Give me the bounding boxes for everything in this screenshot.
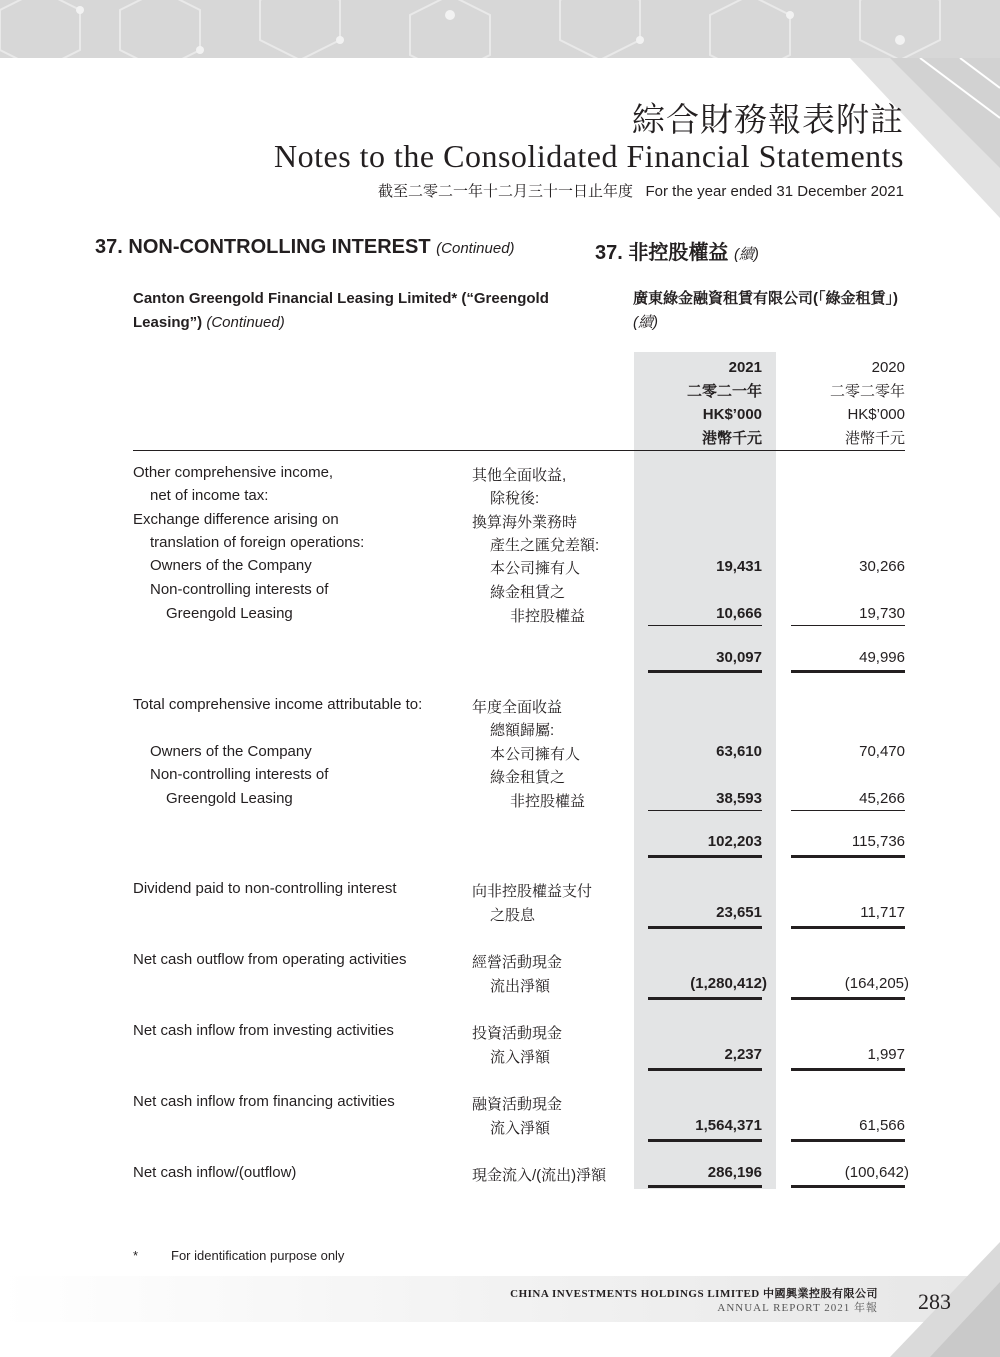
row-label-en: Net cash inflow from investing activities: [133, 1022, 394, 1039]
footer-company-name: CHINA INVESTMENTS HOLDINGS LIMITED 中國興業控股有限公司: [510, 1288, 878, 1300]
value-2021: 10,666: [716, 605, 762, 622]
subsection-heading-zh: [633, 287, 903, 335]
subtotal-2021: 102,203: [707, 833, 762, 850]
double-rule-2021: [648, 670, 762, 673]
value-2021: (1,280,412): [690, 975, 767, 992]
footnote-marker: *: [133, 1248, 139, 1263]
value-2020: 1,997: [867, 1046, 905, 1063]
double-rule-2020: [791, 997, 905, 1000]
double-rule-2020: [791, 1139, 905, 1142]
single-rule-2021: [648, 625, 762, 626]
row-label-en: Owners of the Company: [150, 557, 312, 574]
subtotal-2021: 30,097: [716, 649, 762, 666]
value-2021: 286,196: [707, 1164, 762, 1181]
row-label-zh: 其他全面收益,: [472, 467, 567, 484]
period-subtitle: [378, 180, 904, 201]
page-title-en: Notes to the Consolidated Financial Statements: [273, 138, 904, 174]
value-2021: 1,564,371: [695, 1117, 762, 1134]
page-title-zh: 綜合財務報表附註: [632, 100, 904, 139]
value-2020: 45,266: [859, 790, 905, 807]
row-label-zh: 換算海外業務時: [472, 514, 578, 531]
footer-report-label: ANNUAL REPORT 2021 年報: [717, 1302, 878, 1314]
column-2020-year: 2020: [871, 359, 905, 376]
single-rule-2021: [648, 810, 762, 811]
row-label-en: Greengold Leasing: [166, 790, 293, 807]
row-label-en: Total comprehensive income attributable to:: [133, 696, 423, 713]
top-decorative-banner: [0, 0, 1000, 58]
row-label-en: Owners of the Company: [150, 743, 312, 760]
value-2020: 11,717: [860, 904, 905, 921]
row-label-zh: 之股息: [490, 907, 536, 924]
current-year-column-shade: [634, 352, 776, 1189]
row-label-en: Other comprehensive income,: [133, 464, 334, 481]
row-label-en: net of income tax:: [150, 487, 269, 504]
value-2021: 2,237: [724, 1046, 762, 1063]
subsection-heading-en: [133, 287, 603, 335]
column-2021-unit: HK$’000: [702, 406, 762, 423]
row-label-en: Non-controlling interests of: [150, 581, 329, 598]
section-title-en: NON-CONTROLLING INTEREST: [128, 236, 431, 258]
row-label-en: Dividend paid to non-controlling interest: [133, 880, 397, 897]
section-number-en: 37.: [95, 236, 123, 258]
value-2020: 70,470: [859, 743, 905, 760]
row-label-zh: 經營活動現金: [472, 954, 563, 971]
value-2021: 38,593: [716, 790, 762, 807]
row-label-en: Greengold Leasing: [166, 605, 293, 622]
single-rule-2020: [791, 625, 905, 626]
row-label-zh: 向非控股權益支付: [472, 883, 593, 900]
row-label-zh: 產生之匯兌差額:: [490, 537, 600, 554]
double-rule-2020: [791, 670, 905, 673]
column-header-2021: [687, 356, 762, 450]
column-2020-year-zh: 二零二零年: [829, 382, 905, 400]
double-rule-2021: [648, 1185, 762, 1188]
single-rule-2020: [791, 810, 905, 811]
row-label-zh: 融資活動現金: [472, 1096, 563, 1113]
row-label-zh: 非控股權益: [510, 793, 586, 810]
footnote-text: For identification purpose only: [171, 1248, 345, 1263]
subsection-title-zh: 廣東綠金融資租賃有限公司(「綠金租賃」): [633, 290, 898, 307]
section-heading-zh: [595, 236, 759, 265]
double-rule-2021: [648, 1068, 762, 1071]
double-rule-2020: [791, 926, 905, 929]
value-2020: 30,266: [859, 558, 905, 575]
value-2021: 23,651: [716, 904, 762, 921]
row-label-zh: 非控股權益: [510, 608, 586, 625]
value-2020: 19,730: [859, 605, 905, 622]
row-label-zh: 現金流入/(流出)淨額: [472, 1167, 607, 1184]
double-rule-2020: [791, 1185, 905, 1188]
period-subtitle-en: For the year ended 31 December 2021: [645, 183, 904, 200]
section-continued-zh: (續): [733, 246, 759, 263]
row-label-zh: 流出淨額: [490, 978, 551, 995]
row-label-zh: 本公司擁有人: [490, 560, 581, 577]
row-label-zh: 年度全面收益: [472, 699, 563, 716]
double-rule-2020: [791, 1068, 905, 1071]
hexagon-pattern: [0, 0, 1000, 58]
double-rule-2021: [648, 1139, 762, 1142]
period-subtitle-zh: 截至二零二一年十二月三十一日止年度: [377, 183, 633, 200]
section-title-zh: 非控股權益: [628, 242, 729, 264]
row-label-zh: 本公司擁有人: [490, 746, 581, 763]
value-2021: 63,610: [716, 743, 762, 760]
double-rule-2020: [791, 855, 905, 858]
value-2020: (100,642): [844, 1164, 909, 1181]
row-label-zh: 綠金租賃之: [490, 584, 566, 601]
column-2021-year: 2021: [728, 359, 762, 376]
row-label-zh: 流入淨額: [490, 1120, 551, 1137]
column-header-2020: [830, 356, 905, 450]
column-2021-unit-zh: 港幣千元: [701, 429, 762, 447]
section-number-zh: 37.: [595, 242, 623, 264]
value-2020: 61,566: [859, 1117, 905, 1134]
value-2020: (164,205): [844, 975, 909, 992]
page-number: 283: [918, 1289, 951, 1314]
subtotal-2020: 115,736: [851, 833, 905, 850]
double-rule-2021: [648, 855, 762, 858]
row-label-en: Exchange difference arising on: [133, 511, 339, 528]
row-label-en: Net cash inflow from financing activities: [133, 1093, 395, 1110]
row-label-zh: 流入淨額: [490, 1049, 551, 1066]
row-label-en: Non-controlling interests of: [150, 766, 329, 783]
column-2021-year-zh: 二零二一年: [686, 382, 762, 400]
header-rule: [133, 450, 905, 451]
row-label-en: Net cash outflow from operating activities: [133, 951, 407, 968]
subsection-continued-zh: (續): [633, 314, 658, 331]
subsection-continued-en: (Continued): [206, 314, 285, 331]
subtotal-2020: 49,996: [859, 649, 905, 666]
double-rule-2021: [648, 997, 762, 1000]
section-continued-en: (Continued): [436, 240, 515, 257]
value-2021: 19,431: [716, 558, 762, 575]
row-label-zh: 綠金租賃之: [490, 769, 566, 786]
column-2020-unit-zh: 港幣千元: [844, 429, 905, 447]
row-label-en: translation of foreign operations:: [150, 534, 365, 551]
row-label-en: Net cash inflow/(outflow): [133, 1164, 297, 1181]
subsection-title-en: Canton Greengold Financial Leasing Limited* (“Greengold Leasing”): [133, 290, 549, 331]
column-2020-unit: HK$’000: [847, 406, 905, 423]
section-heading-en: [95, 236, 515, 259]
row-label-zh: 總額歸屬:: [490, 722, 555, 739]
row-label-zh: 投資活動現金: [472, 1025, 563, 1042]
double-rule-2021: [648, 926, 762, 929]
row-label-zh: 除稅後:: [490, 490, 540, 507]
